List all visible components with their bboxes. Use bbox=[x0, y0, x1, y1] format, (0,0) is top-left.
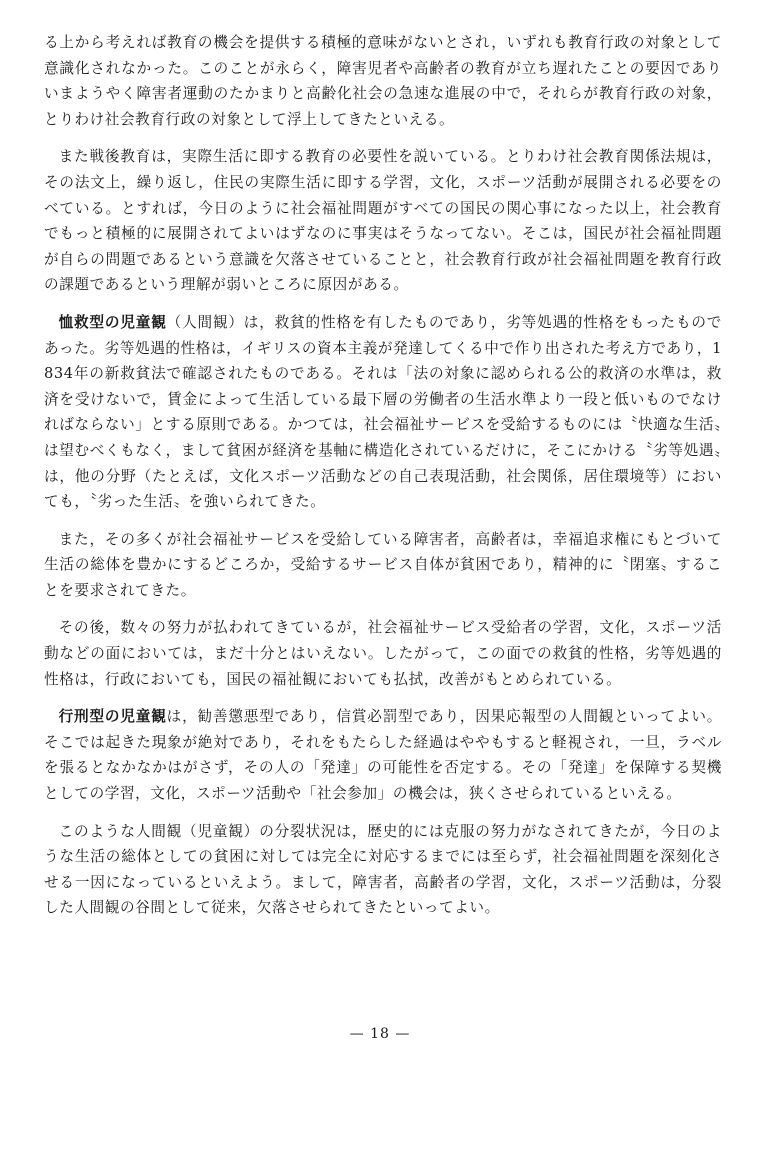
paragraph-6-lead: 行刑型の児童観 bbox=[58, 708, 167, 726]
paragraph-2 bbox=[44, 144, 722, 298]
paragraph-2-text: また戦後教育は，実際生活に即する教育の必要性を説いている。とりわけ社会教育関係法規は，その法文上，繰り返し，住民の実際生活に即する学習，文化，スポーツ活動が展開される必要をのべている。とすれば，今日のように社会福祉問題がすべての国民の関心事になった以上，社会教育でもっと積極的に展開されてよいはずなのに事実はそうなってない。そこは，国民が社会福祉問題が自らの問題であるという意識を欠落させていることと，社会教育行政が社会福祉問題を教育行政の課題であるという理解が弱いところに原因がある。 bbox=[44, 148, 722, 294]
paragraph-7 bbox=[44, 819, 722, 921]
paragraph-7-text: このような人間観（児童観）の分裂状況は，歴史的には克服の努力がなされてきたが，今日のような生活の総体としての貧困に対しては完全に対応するまでには至らず，社会福祉問題を深刻化させる一因になっているといえよう。まして，障害者，高齢者の学習，文化，スポーツ活動は，分裂した人間観の谷間として従来，欠落させられてきたといってよい。 bbox=[44, 822, 722, 917]
page-number: — 18 — bbox=[349, 1026, 411, 1042]
document-body bbox=[44, 30, 722, 933]
paragraph-5-text: その後，数々の努力が払われてきているが，社会福祉サービス受給者の学習，文化，スポーツ活動などの面においては，まだ十分とはいえない。したがって，この面での救貧的性格，劣等処遇的性格は，行政においても，国民の福祉観においても払拭，改善がもとめられている。 bbox=[44, 619, 722, 688]
paragraph-5 bbox=[44, 615, 722, 692]
paragraph-1-text: る上から考えれば教育の機会を提供する積極的意味がないとされ，いずれも教育行政の対象として意識化されなかった。このことが永らく，障害児者や高齢者の教育が立ち遅れたことの要因でありいまようやく障害者運動のたかまりと高齢化社会の急速な進展の中で，それらが教育行政の対象，とりわけ社会教育行政の対象として浮上してきたといえる。 bbox=[44, 34, 722, 128]
paragraph-4-text: また，その多くが社会福祉サービスを受給している障害者，高齢者は，幸福追求権にもとづいて生活の総体を豊かにするどころか，受給するサービス自体が貧困であり，精神的に〝閉塞〟することを要求されてきた。 bbox=[44, 530, 722, 599]
paragraph-3 bbox=[44, 310, 722, 515]
paragraph-6 bbox=[44, 704, 722, 806]
paragraph-4 bbox=[44, 527, 722, 604]
paragraph-1 bbox=[44, 30, 722, 132]
paragraph-3-lead: 恤救型の児童観 bbox=[58, 313, 167, 331]
paragraph-3-text: （人間観）は，救貧的性格を有したものであり，劣等処遇的性格をもったものであった。劣等処遇的性格は，イギリスの資本主義が発達してくる中で作り出された考え方であり，1834年の新救貧法で確認されたものである。それは「法の対象に認められる公的救済の水準は，救済を受けないで，賃金によって生活している最下層の労働者の生活水準より一段と低いものでなければならない」とする原則である。かつては，社会福祉サービスを受給するものには〝快適な生活〟は望むべくもなく，まして貧困が経済を基軸に構造化されているだけに，そこにかける〝劣等処遇〟は，他の分野（たとえば，文化スポーツ活動などの自己表現活動，社会関係，居住環境等）においても，〝劣った生活〟を強いられてきた。 bbox=[44, 313, 723, 511]
paragraph-6-text: は，勧善懲悪型であり，信賞必罰型であり，因果応報型の人間観といってよい。そこでは起きた現象が絶対であり，それをもたらした経過はややもすると軽視され，一旦，ラベルを張るとなかなかはがさず，その人の「発達」の可能性を否定する。その「発達」を保障する契機としての学習，文化，スポーツ活動や「社会参加」の機会は，狭くさせられているといえる。 bbox=[44, 708, 723, 803]
